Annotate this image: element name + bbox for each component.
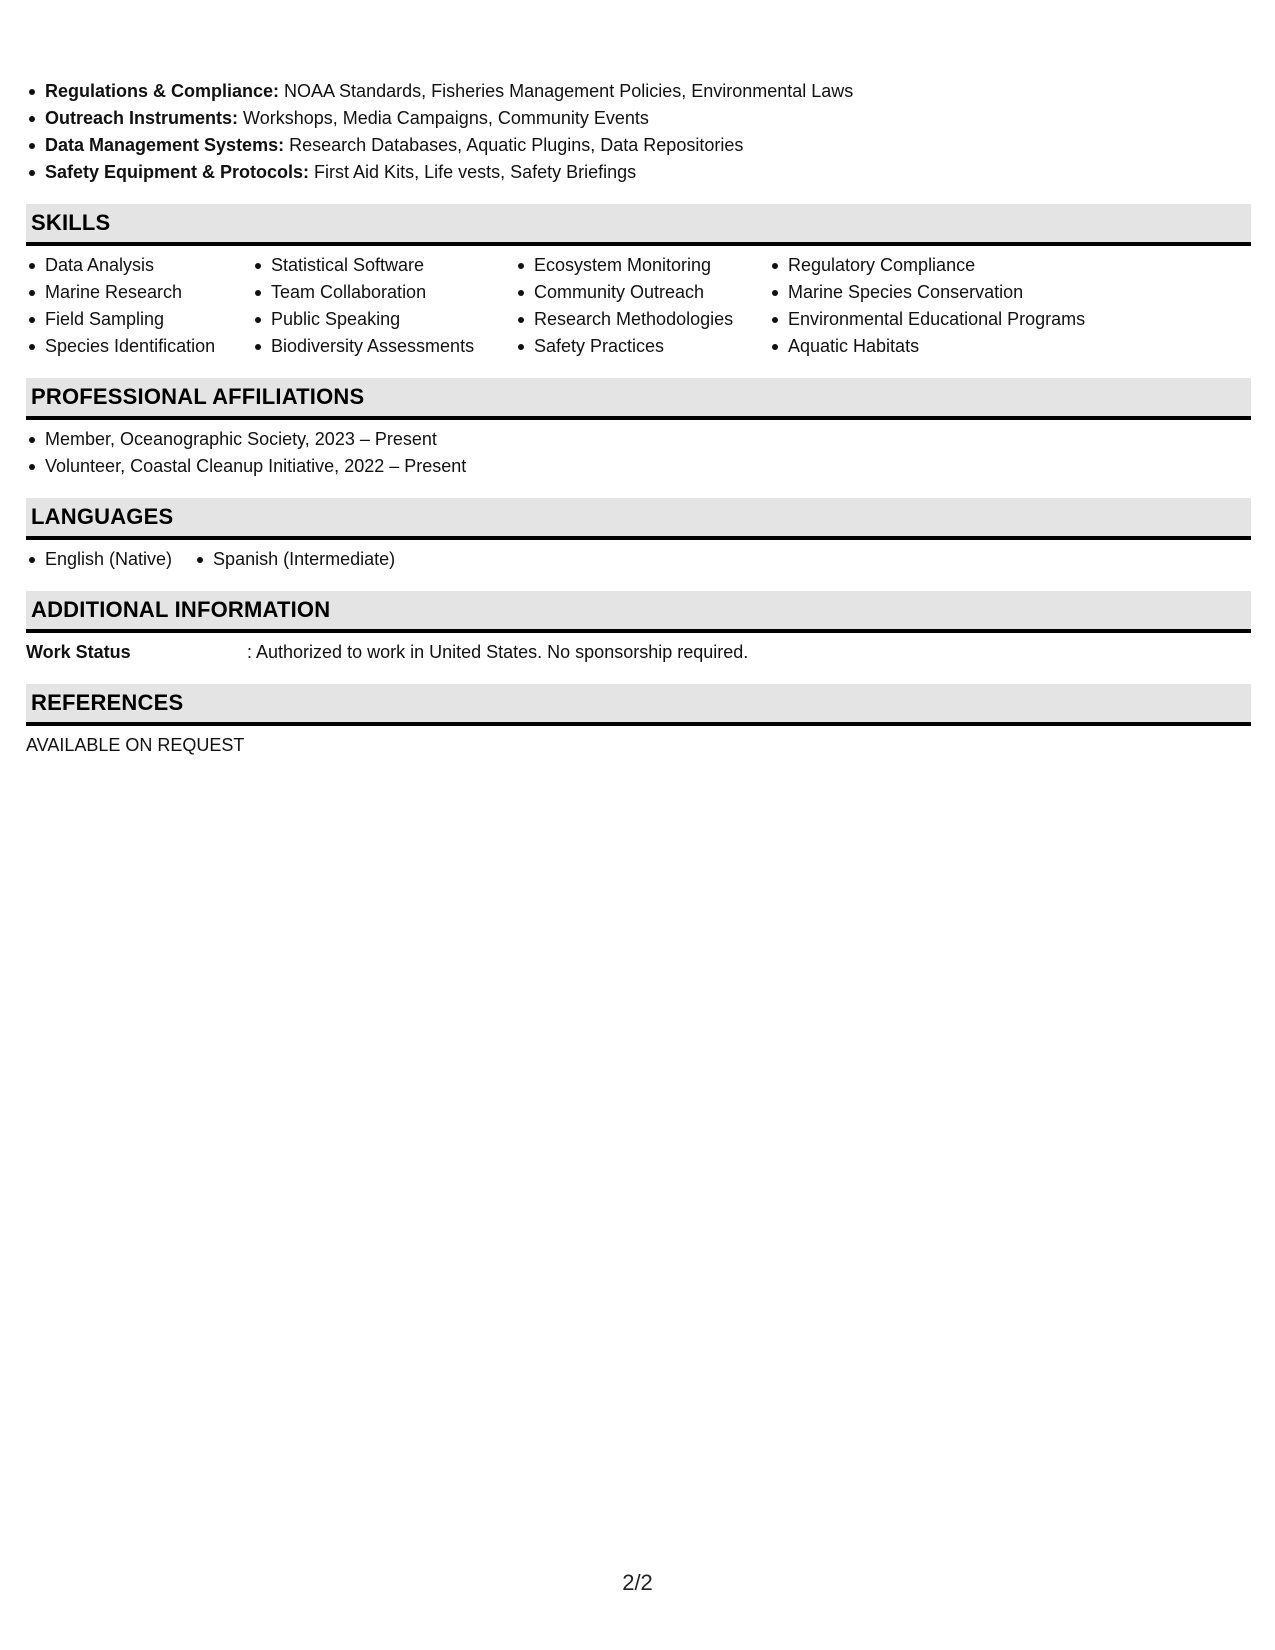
section-title: PROFESSIONAL AFFILIATIONS: [31, 384, 365, 409]
skill-item: Biodiversity Assessments: [252, 333, 515, 360]
item-text: Workshops, Media Campaigns, Community Events: [238, 108, 649, 128]
skills-column: [252, 252, 515, 360]
language-item: Spanish (Intermediate): [194, 546, 395, 573]
list-item: [26, 159, 1251, 186]
skills-column: [26, 252, 252, 360]
section-header: [26, 498, 1251, 540]
item-text: NOAA Standards, Fisheries Management Policies, Environmental Laws: [279, 81, 854, 101]
section-title: REFERENCES: [31, 690, 184, 715]
work-status-label: Work Status: [26, 642, 131, 662]
languages-section: [26, 498, 1251, 573]
skill-item: Safety Practices: [515, 333, 769, 360]
item-text: Research Databases, Aquatic Plugins, Data Repositories: [284, 135, 744, 155]
affiliation-item: Member, Oceanographic Society, 2023 – Present: [26, 426, 1251, 453]
section-title: SKILLS: [31, 210, 111, 235]
skills-column: [515, 252, 769, 360]
skill-item: Community Outreach: [515, 279, 769, 306]
section-header: [26, 684, 1251, 726]
affiliation-item: Volunteer, Coastal Cleanup Initiative, 2022 – Present: [26, 453, 1251, 480]
skill-item: Research Methodologies: [515, 306, 769, 333]
section-title: LANGUAGES: [31, 504, 174, 529]
list-item: [26, 105, 1251, 132]
skill-item: Marine Research: [26, 279, 252, 306]
skill-item: Marine Species Conservation: [769, 279, 1169, 306]
skill-item: Aquatic Habitats: [769, 333, 1169, 360]
skill-item: Public Speaking: [252, 306, 515, 333]
affiliations-list: [26, 426, 1251, 480]
skill-item: Data Analysis: [26, 252, 252, 279]
skills-columns: [26, 246, 1251, 360]
item-text: First Aid Kits, Life vests, Safety Briefings: [309, 162, 637, 182]
list-item: [26, 132, 1251, 159]
page-number: 2/2: [622, 1570, 653, 1595]
list-item: [26, 78, 1251, 105]
section-title: ADDITIONAL INFORMATION: [31, 597, 331, 622]
skill-item: Environmental Educational Programs: [769, 306, 1169, 333]
section-header: [26, 378, 1251, 420]
work-status-row: [26, 639, 1251, 666]
item-label: Regulations & Compliance:: [45, 81, 280, 101]
additional-info-section: [26, 591, 1251, 666]
section-header: [26, 204, 1251, 246]
languages-list: [26, 546, 1251, 573]
skills-column: [769, 252, 1169, 360]
skill-item: Team Collaboration: [252, 279, 515, 306]
references-section: [26, 684, 1251, 759]
section-header: [26, 591, 1251, 633]
skill-item: Ecosystem Monitoring: [515, 252, 769, 279]
work-status-value: : Authorized to work in United States. No sponsorship required.: [247, 642, 749, 662]
item-label: Outreach Instruments:: [45, 108, 239, 128]
affiliations-section: [26, 378, 1251, 480]
skill-item: Regulatory Compliance: [769, 252, 1169, 279]
references-text: AVAILABLE ON REQUEST: [26, 735, 245, 755]
resume-page: [26, 78, 1251, 759]
language-item: English (Native): [26, 546, 172, 573]
skills-section: [26, 204, 1251, 360]
skill-item: Statistical Software: [252, 252, 515, 279]
item-label: Safety Equipment & Protocols:: [45, 162, 310, 182]
skill-item: Species Identification: [26, 333, 252, 360]
item-label: Data Management Systems:: [45, 135, 285, 155]
skill-item: Field Sampling: [26, 306, 252, 333]
tools-list: [26, 78, 1251, 186]
